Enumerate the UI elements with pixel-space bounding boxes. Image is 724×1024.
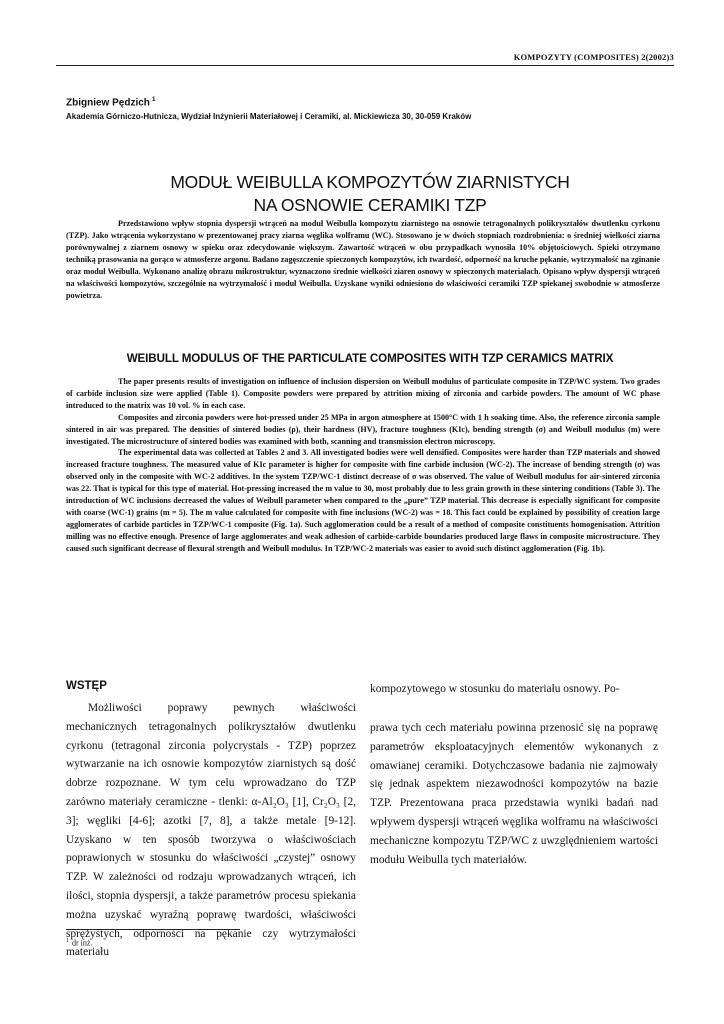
abstract-english-p3: The experimental data was collected at Tables 2 and 3. All investigated bodies were well densified. Composites were harder than TZP materials and showed increased fracture toughness. The measured value of KIc parameter is higher for composite with fine carbide inclusion (WC-2). The increase of bending strength (σ) was observed only in the composite with WC-2 additives. In the system TZP/WC-1 distinct decrease of σ was observed. The value of Weibull modulus for air-sintered zirconia was 22. That is typical for this type of material. Hot-pressing increased the m value to 30, most probably due to less grain growth in these sintering conditions (Table 3). The introduction of WC inclusions decreased the values of Weibull parameter when compared to the „pure” TZP material. This decrease is especially significant for composite with coarse (WC-1) grains (m = 5). The m value calculated for composite with fine inclusions (WC-2) was = 18. This fact could be explained by possibility of creation large agglomerates of carbide particles in TZP/WC-1 composite (Fig. 1a). Such agglomeration could be a result of a method of composite constituents homogenisation. Attrition milling was no effective enough. Presence of large agglomerates and weak adhesion of carbide-carbide boundaries produced large flaws in composite microstructure. They caused such significant decrease of flexural strength and Weibull modulus. In TZP/WC-2 materials was easier to avoid such distinct agglomeration (Fig. 1b). — [66, 448, 660, 553]
footnote-mark: 1 — [66, 938, 69, 944]
abstract-english-p1: The paper presents results of investigation on influence of inclusion dispersion on Weibull modulus of particulate composite in TZP/WC system. Two grades of carbide inclusion size were applied (Table 1). Composite powders were prepared by attrition mixing of zirconia and carbide powders. The amount of WC phase introduced to the matrix was 10 vol. % in each case. — [66, 377, 660, 410]
author-footnote-mark: 1 — [151, 96, 156, 103]
author-affiliation: Akademia Górniczo-Hutnicza, Wydział Inżynierii Materiałowej i Ceramiki, al. Mickiewicza 30, 30-059 Kraków — [66, 112, 472, 121]
title-english: WEIBULL MODULUS OF THE PARTICULATE COMPOSITES WITH TZP CERAMICS MATRIX — [126, 352, 614, 365]
section-heading-intro: WSTĘP — [66, 680, 107, 692]
footnote — [66, 938, 92, 948]
title-polish-line2: NA OSNOWIE CERAMIKI TZP — [253, 195, 487, 215]
title-polish — [120, 171, 620, 217]
footnote-rule — [66, 929, 240, 930]
title-polish-line1: MODUŁ WEIBULLA KOMPOZYTÓW ZIARNISTYCH — [170, 172, 570, 192]
intro-left-column: Możliwości poprawy pewnych właściwości mechanicznych tetragonalnych polikryształów dwutlenku cyrkonu (tetragonal zirconia polycrystals - TZP) poprzez wytwarzanie na ich osnowie kompozytów ziarnistych są dość dobrze rozpoznane. W tym celu wprowadzano do TZP zarówno materiały ceramiczne - tlenki: α-Al₂O₃ [1], Cr₂O₃ [2, 3]; węgliki [4-6]; azotki [7, 8], a także metale [9-12]. Uzyskano w ten sposób tworzywa o właściwościach poprawionych w stosunku do właściwości „czystej” osnowy TZP. W zależności od rodzaju wprowadzanych wtrąceń, ich ilości, stopnia dyspersji, a także parametrów procesu spiekania można uzyskać wyraźną poprawę twardości, właściwości sprężystych, odporności na pękanie czy wytrzymałości materiału — [66, 702, 356, 959]
abstract-polish: Przedstawiono wpływ stopnia dyspersji wtrąceń na moduł Weibulla kompozytu ziarnistego na osnowie tetragonalnych polikryształów dwutlenku cyrkonu (TZP). Jako wtrącenia wykorzystano w prezentowanej pracy ziarna węglika wolframu (WC). Stosowano je w dwóch stopniach rozdrobnienia: o średniej wielkości ziarna porównywalnej z ziarnem osnowy w spieku oraz zdecydowanie większym. Zawartość wtrąceń w obu przypadkach wynosiła 10% objętościowych. Spieki otrzymano techniką prasowania na gorąco w atmosferze argonu. Badano zagęszczenie spieczonych kompozytów, ich twardość, odporność na kruche pękanie, wytrzymałość na zginanie oraz moduł Weibulla. Wykonano analizę obrazu mikrostruktur, wyznaczono średnie wielkości ziaren osnowy w spieczonych materiałach. Opisano wpływ dyspersji wtrąceń na właściwości kompozytów, szczególnie na wytrzymałość i moduł Weibulla. Uzyskane wyniki odniesiono do właściwości ceramiki TZP spiekanej swobodnie w atmosferze powietrza. — [66, 219, 660, 300]
abstract-english-p2: Composites and zirconia powders were hot-pressed under 25 MPa in argon atmosphere at 1500°C with 1 h soaking time. Also, the reference zirconia sample sintered in air was prepared. The densities of sintered bodies (ρ), their hardness (HV), fracture toughness (KIc), bending strength (σ) and Weibull modulus (m) were investigated. The microstructure of sintered bodies was examined with both, scanning and transmission electron microscopy. — [66, 412, 660, 446]
intro-right-column-top: kompozytowego w stosunku do materiału osnowy. Po- — [370, 683, 620, 695]
abstract-english — [66, 376, 660, 555]
author-name — [66, 96, 156, 108]
author-name-text: Zbigniew Pędzich — [66, 97, 150, 109]
intro-right-column: prawa tych cech materiału powinna przenosić się na poprawę parametrów eksploatacyjnych elementów wykonanych z omawianej ceramiki. Dotychczasowe badania nie zajmowały się jednak aspektem niezawodności kompozytów na bazie TZP. Prezentowana praca przedstawia wyniki badań nad wpływem dyspersji wtrąceń węglika wolframu na właściwości mechaniczne kompozytu TZP/WC z uwzględnieniem wartości modułu Weibulla tych materiałów. — [370, 722, 658, 866]
journal-header: KOMPOZYTY (COMPOSITES) 2(2002)3 — [513, 52, 674, 62]
header-rule — [56, 65, 674, 66]
footnote-text: dr inż. — [72, 938, 93, 948]
